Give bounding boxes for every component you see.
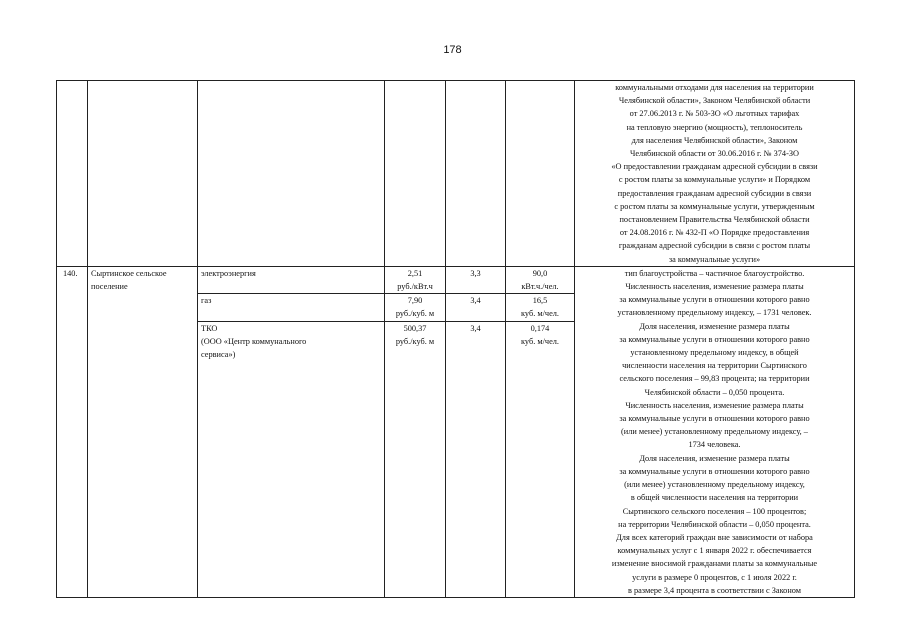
text-line: Челябинской области», Законом Челябинской области	[618, 96, 811, 106]
text-line: в общей численности населения на территории	[630, 493, 799, 503]
text-line: изменение вносимой гражданами платы за коммунальные	[611, 559, 818, 569]
text-line: коммунальными отходами для населения на территории	[615, 83, 814, 92]
service-name	[198, 321, 385, 597]
continuation-text	[575, 81, 855, 267]
service-line: газ	[201, 296, 212, 306]
text-line: за коммунальные услуги в отношении которого равно	[619, 295, 810, 305]
text-line: от 24.08.2016 г. № 432-П «О Порядке предоставления	[619, 228, 810, 238]
tariff-rate	[385, 321, 446, 597]
text-line: гражданам адресной субсидии в связи с ростом платы	[618, 241, 811, 251]
rate-value: 500,37	[403, 323, 427, 333]
service-line: ТКО	[201, 323, 218, 333]
index-percent: 3,4	[446, 294, 506, 321]
rate-value: 2,51	[407, 268, 423, 278]
text-line: «О предоставлении гражданам адресной субсидии в связи	[611, 162, 818, 172]
text-line: на территории Челябинской области – 0,050 процента.	[618, 519, 811, 529]
rate-unit: руб./кВт.ч	[397, 282, 433, 292]
text-line: с ростом платы за коммунальные услуги, утвержденным	[614, 201, 815, 211]
text-line: численности населения на территории Сыртинского	[622, 361, 807, 371]
text-line: за коммунальные услуги в отношении которого равно	[619, 334, 810, 344]
norm-value: 90,0	[532, 268, 548, 278]
index-percent: 3,3	[446, 266, 506, 293]
text-line: (или менее) установленному предельному индексу,	[624, 480, 805, 490]
rate-unit: руб./куб. м	[395, 336, 435, 346]
cont-service-cell	[198, 81, 385, 267]
rate-unit: руб./куб. м	[395, 309, 435, 319]
text-line: сельского поселения – 99,83 процента; на территории	[619, 374, 810, 384]
rate-value: 7,90	[407, 296, 423, 306]
cont-settlement-cell	[88, 81, 198, 267]
tariff-rate	[385, 266, 446, 293]
cont-percent-cell	[446, 81, 506, 267]
tariff-table	[56, 80, 855, 598]
text-line: 1734 человека.	[688, 440, 741, 450]
norm-value: 0,174	[530, 323, 550, 333]
text-line: (или менее) установленному предельному индексу, –	[621, 427, 808, 437]
text-line: Численность населения, изменение размера платы	[625, 282, 804, 292]
service-line: (ООО «Центр коммунального	[201, 336, 307, 346]
norm-value: 16,5	[532, 296, 548, 306]
norm-unit: кВт.ч./чел.	[521, 282, 559, 292]
text-line: установленному предельному индексу, в общей	[630, 348, 799, 358]
consumption-norm	[506, 294, 575, 321]
text-line: от 27.06.2013 г. № 503-ЗО «О льготных тарифах	[629, 109, 800, 119]
text-line: постановлением Правительства Челябинской области	[619, 215, 810, 225]
text-line: в размере 3,4 процента в соответствии с Законом	[627, 585, 802, 595]
settlement-name	[88, 266, 198, 597]
text-line: за коммунальные услуги»	[668, 254, 761, 264]
settlement-line: Сыртинское сельское	[91, 268, 167, 278]
service-line: сервиса»)	[201, 350, 236, 360]
consumption-norm	[506, 321, 575, 597]
text-line: предоставления гражданам адресной субсидии в связи	[617, 188, 812, 198]
service-row-electricity	[57, 266, 855, 293]
text-line: за коммунальные услуги в отношении которого равно	[619, 414, 810, 424]
text-line: Для всех категорий граждан вне зависимости от набора	[616, 532, 813, 542]
service-name	[198, 294, 385, 321]
cont-num-cell	[57, 81, 88, 267]
cont-rate-cell	[385, 81, 446, 267]
norm-unit: куб. м/чел.	[521, 336, 559, 346]
text-line: Сыртинского сельского поселения – 100 процентов;	[622, 506, 807, 516]
entry-description	[575, 266, 855, 597]
service-name	[198, 266, 385, 293]
text-line: Доля населения, изменение размера платы	[639, 453, 790, 463]
page-number: 178	[443, 44, 462, 56]
index-percent: 3,4	[446, 321, 506, 597]
continuation-row	[57, 81, 855, 267]
text-line: коммунальных услуг с 1 января 2022 г. обеспечивается	[617, 546, 812, 556]
text-line: Челябинской области от 30.06.2016 г. № 374-ЗО	[629, 149, 799, 159]
settlement-line: поселение	[91, 282, 128, 292]
text-line: с ростом платы за коммунальные услуги» и Порядком	[618, 175, 811, 185]
text-line: Челябинской области – 0,050 процента.	[644, 387, 785, 397]
text-line: для населения Челябинской области», Законом	[631, 135, 798, 145]
consumption-norm	[506, 266, 575, 293]
text-line: за коммунальные услуги в отношении которого равно	[619, 466, 810, 476]
text-line: установленному предельному индексу, – 1731 человек.	[617, 308, 812, 318]
cont-norm-cell	[506, 81, 575, 267]
text-line: Численность населения, изменение размера платы	[625, 400, 804, 410]
norm-unit: куб. м/чел.	[521, 309, 559, 319]
text-line: тип благоустройства – частичное благоустройство.	[624, 268, 805, 278]
text-line: услуги в размере 0 процентов, с 1 июля 2022 г.	[632, 572, 797, 582]
tariff-rate	[385, 294, 446, 321]
text-line: Доля населения, изменение размера платы	[639, 321, 790, 331]
entry-number: 140.	[57, 266, 88, 597]
service-line: электроэнергия	[201, 268, 256, 278]
text-line: на тепловую энергию (мощность), теплоноситель	[626, 122, 803, 132]
